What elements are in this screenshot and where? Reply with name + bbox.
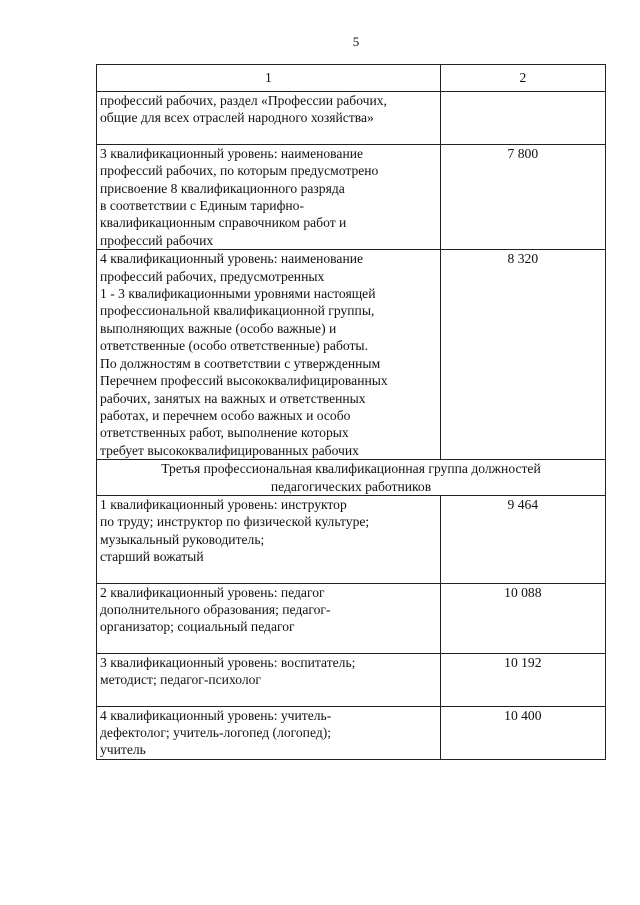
row-value: 10 400 <box>440 706 605 759</box>
table-row <box>97 144 606 249</box>
table-row <box>97 583 606 653</box>
table-row <box>97 250 606 460</box>
text-line: 1 квалификационный уровень: инструктор <box>100 496 347 512</box>
row-description <box>97 583 441 653</box>
text-line: ответственные (особо ответственные) работы. <box>100 338 368 354</box>
text-line: квалификационным справочником работ и <box>100 215 347 231</box>
text-line: По должностям в соответствии с утвержденным <box>100 355 381 371</box>
text-line: в соответствии с Единым тарифно- <box>100 198 304 214</box>
row-value: 8 320 <box>440 250 605 460</box>
row-description <box>97 495 441 583</box>
row-description <box>97 250 441 460</box>
row-description <box>97 706 441 759</box>
text-line: общие для всех отраслей народного хозяйства» <box>100 110 374 126</box>
text-line: профессиональной квалификационной группы, <box>100 303 375 319</box>
text-line: 2 квалификационный уровень: педагог <box>100 584 325 600</box>
text-line: 1 - 3 квалификационными уровнями настоящей <box>100 286 376 302</box>
table-row <box>97 706 606 759</box>
text-line: организатор; социальный педагог <box>100 619 295 635</box>
row-value: 10 088 <box>440 583 605 653</box>
text-line: дефектолог; учитель-логопед (логопед); <box>100 725 332 740</box>
text-line: дополнительного образования; педагог- <box>100 601 331 617</box>
text-line: присвоение 8 квалификационного разряда <box>100 180 345 196</box>
text-line: профессий рабочих, по которым предусмотрено <box>100 163 379 179</box>
text-line: Перечнем профессий высококвалифицированных <box>100 373 388 389</box>
row-description <box>97 653 441 706</box>
text-line: 3 квалификационный уровень: воспитатель; <box>100 654 356 670</box>
text-line: педагогических работников <box>270 478 432 494</box>
text-line: учитель <box>100 742 146 758</box>
table-row <box>97 653 606 706</box>
column-header-1: 1 <box>97 65 441 92</box>
table-row <box>97 92 606 145</box>
text-line: профессий рабочих, раздел «Профессии рабочих, <box>100 93 387 108</box>
text-line: 4 квалификационный уровень: наименование <box>100 251 364 267</box>
row-value: 9 464 <box>440 495 605 583</box>
text-line: Третья профессиональная квалификационная группа должностей <box>161 461 541 477</box>
text-line: методист; педагог-психолог <box>100 672 261 688</box>
text-line: выполняющих важные (особо важные) и <box>100 320 337 336</box>
table-row <box>97 495 606 583</box>
text-line: профессий рабочих, предусмотренных <box>100 268 325 284</box>
text-line: старший вожатый <box>100 549 204 565</box>
text-line: 4 квалификационный уровень: учитель- <box>100 707 332 723</box>
salary-table <box>96 64 606 760</box>
group-heading <box>97 460 606 496</box>
group-heading-row <box>97 460 606 496</box>
row-value: 7 800 <box>440 144 605 249</box>
page-number: 5 <box>352 34 360 49</box>
table-header-row <box>97 65 606 92</box>
text-line: музыкальный руководитель; <box>100 531 265 547</box>
row-description <box>97 144 441 249</box>
row-description <box>97 92 441 145</box>
text-line: ответственных работ, выполнение которых <box>100 425 349 441</box>
column-header-2: 2 <box>440 65 605 92</box>
text-line: профессий рабочих <box>100 232 214 248</box>
text-line: по труду; инструктор по физической культуре; <box>100 514 370 530</box>
row-value: 10 192 <box>440 653 605 706</box>
text-line: требует высококвалифицированных рабочих <box>100 442 359 458</box>
text-line: работах, и перечнем особо важных и особо <box>100 407 351 423</box>
row-value <box>440 92 605 145</box>
text-line: 3 квалификационный уровень: наименование <box>100 145 364 161</box>
text-line: рабочих, занятых на важных и ответственных <box>100 390 366 406</box>
